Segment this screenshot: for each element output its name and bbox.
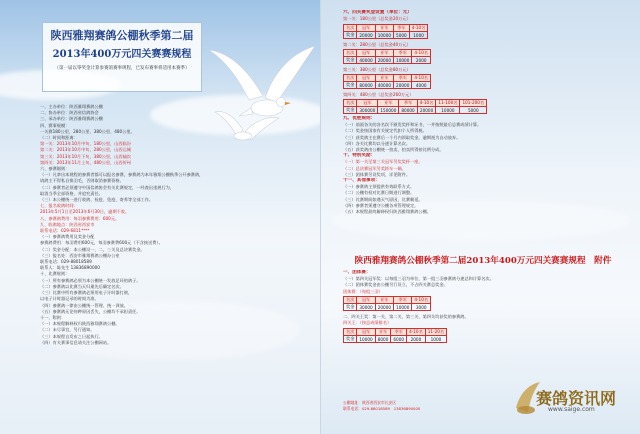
table-cell: 40000 xyxy=(357,57,375,64)
rule-line: （二）奖金按国家有关规定代扣个人所得税。 xyxy=(343,128,427,134)
table-cell: 20000 xyxy=(357,32,375,39)
rule-line: 十、特别奖励： xyxy=(343,153,376,159)
title-subtitle: （第一届以零奖金计算参赛鸽赛事规程，已发布赛事将适用本赛季） xyxy=(54,66,190,71)
prize-table-3 xyxy=(343,74,431,89)
rule-line: 联系人：陈先生 13836890000 xyxy=(40,265,100,271)
table-cell: 11-100名 xyxy=(436,100,460,107)
table-cell: 亚军 xyxy=(375,75,393,82)
rule-line: （二）总决赛冠军另奖轿车一辆。 xyxy=(343,165,406,171)
table-cell: 10000 xyxy=(357,336,375,343)
appendix-title: 陕西雅翔赛鸽公棚秋季第二届2013年400万元四关赛赛规程 附件 xyxy=(354,256,612,266)
table-cell: 冠军 xyxy=(357,25,375,32)
logo-url: www.saige.com xyxy=(548,406,595,413)
table-cell: 名次 xyxy=(344,25,357,32)
prize-table-1 xyxy=(343,24,428,39)
rule-line: 2013年5月1日至2013年6月30日，逾期不收。 xyxy=(40,209,130,215)
table-cell: 名次 xyxy=(344,100,357,107)
table-cell: 奖金 xyxy=(344,32,357,39)
table-cell: 名次 xyxy=(344,50,357,57)
table-cell: 3000 xyxy=(412,304,431,311)
rule-line: （三）团体赛另设奖项，详见附件。 xyxy=(343,171,411,177)
table-cell: 20000 xyxy=(394,82,412,89)
prize-table-2 xyxy=(343,49,431,64)
rule-line: （一）凡拿出本规程的参赛者都可以报名参赛，参赛鸽为本年雅翔公棚秋季公开参赛鸽， xyxy=(40,172,204,178)
table-cell: 1000 xyxy=(425,336,446,343)
team-prize-table xyxy=(343,296,431,311)
table-cell: 名次 xyxy=(344,297,357,304)
footer-line: 联系电话：029-88018589 13836890000 xyxy=(343,405,421,411)
table-cell: 4-10名 xyxy=(412,297,431,304)
rule-line: 四关王：（按总成绩排名） xyxy=(343,320,392,326)
table-cell: 亚军 xyxy=(378,100,399,107)
table-cell: 奖金 xyxy=(344,107,357,114)
rule-line: 十一、附则： xyxy=(40,314,66,320)
right-page xyxy=(320,0,640,434)
table-cell: 4-10名 xyxy=(412,50,431,57)
table-cell: 季军 xyxy=(394,297,412,304)
table-cell: 80000 xyxy=(357,82,375,89)
prize-caption: 第二关：280公里（总奖金40万元） xyxy=(343,42,411,47)
table-cell: 30000 xyxy=(357,304,375,311)
table-cell: 亚军 xyxy=(375,25,393,32)
rule-line: 第三关：2013年10月下旬，380公里，山西榆次 xyxy=(40,153,131,159)
rule-line: （二）参赛鸽以比赛当天归巢先后确定名次。 xyxy=(40,283,124,289)
rule-line: （二）时间和距离： xyxy=(40,135,78,141)
table-cell: 80000 xyxy=(399,107,417,114)
rule-line: （二）参赛者必须遵守中国信鸽协会有关比赛规定，一经查出违规行为， xyxy=(40,184,175,190)
table-cell: 1000 xyxy=(409,32,428,39)
rule-line: 十、比赛规则： xyxy=(40,271,70,277)
rule-line: 六、参赛细则： xyxy=(40,166,70,172)
rule-line: 十一、其他事项： xyxy=(343,178,380,184)
table-cell: 冠军 xyxy=(357,75,375,82)
rule-line: 二、协办单位：陕西省信鸽协会 xyxy=(40,110,99,116)
table-cell: 5000 xyxy=(460,107,487,114)
rule-line: 四、赛事规模： xyxy=(40,122,70,128)
table-cell: 20000 xyxy=(375,304,393,311)
prize-table-4 xyxy=(343,99,487,114)
prize-caption: 第四关：480公里（总奖金260万元） xyxy=(343,92,414,97)
rule-line: （四）各关比赛均以分速计算名次。 xyxy=(343,140,411,146)
title-line-2: 2013年400万元四关赛赛规程 xyxy=(52,49,192,60)
table-cell: 4-10名 xyxy=(407,329,426,336)
title-box xyxy=(42,22,202,92)
rule-line: （二）未尽事宜，另行通知。 xyxy=(40,327,95,333)
prize-caption: 第一关：180公里（总奖金20万元） xyxy=(343,16,411,22)
rule-line: 第四关：2013年11月上旬，480公里，山西忻州 xyxy=(40,159,131,165)
rule-line: 二、四关王奖：第一关、第二关、第三关、第四关均获奖的参赛鸽。 xyxy=(343,314,469,319)
rule-line: （五）参赛鸽无论何种原因丢失，公棚均不承担责任。 xyxy=(40,308,141,314)
rule-line: 第二关：2013年10月中旬，280公里，山西运城 xyxy=(40,147,131,153)
rule-line: （五）获奖鸽由公棚统一拍卖，拍卖所得按比例分成。 xyxy=(343,147,444,153)
table-cell: 10000 xyxy=(436,107,460,114)
table-cell: 4000 xyxy=(412,82,431,89)
rule-line: 取消当季全部资格，并追究责任。 xyxy=(40,190,103,196)
rule-line: （一）参赛鸽费用及奖金分配 xyxy=(40,234,95,240)
rules-column xyxy=(343,116,633,215)
rule-line: （二）奖金分配：本公棚设一、二、三关及总决赛奖金。 xyxy=(40,246,145,252)
rule-line: （三）获奖鸽主在赛后一个月内领取奖金，逾期视为自动放弃。 xyxy=(343,134,461,140)
prize-header xyxy=(343,10,412,22)
table-cell: 20000 xyxy=(417,107,436,114)
table-cell: 4-10名 xyxy=(417,100,436,107)
table-cell: 季军 xyxy=(391,329,407,336)
table-cell: 奖金 xyxy=(344,82,357,89)
rule-line: （四）参赛者须遵守公棚各项管理规定。 xyxy=(343,202,419,208)
rule-line: 七、报名收鸽时间： xyxy=(40,203,78,209)
rule-line: （三）比赛期间如遇天气原因，比赛顺延。 xyxy=(343,196,423,202)
table-cell: 季军 xyxy=(394,25,410,32)
table-cell: 奖金 xyxy=(344,304,357,311)
appendix-text-2 xyxy=(343,314,633,326)
title-line-1: 陕西雅翔赛鸽公棚秋季第二届 xyxy=(50,29,194,42)
rule-line: （三）本规程自发布之日起执行。 xyxy=(40,333,103,339)
rule-line: 联系电话：029-6811**** xyxy=(40,228,90,234)
rule-line: 团体赛：（每组三羽） xyxy=(343,288,383,294)
four-stage-king-table xyxy=(343,328,447,343)
table-cell: 奖金 xyxy=(344,336,357,343)
rule-line: （一）本规程解释权归陕西雅翔赛鸽公棚。 xyxy=(40,321,120,327)
table-cell: 150000 xyxy=(378,107,399,114)
table-cell: 300000 xyxy=(357,107,378,114)
table-cell: 冠军 xyxy=(357,100,378,107)
rule-line: （五）本规程最终解释权归陕西雅翔赛鸽公棚。 xyxy=(343,209,431,215)
rule-line: （二）公棚有权对比赛日期进行调整。 xyxy=(343,190,415,196)
table-cell: 冠军 xyxy=(357,297,375,304)
rule-line: （一）前面各关的各名次不颁发奖杯和证书，一并按照最后总赛成绩计算。 xyxy=(343,122,482,128)
table-cell: 4-10名 xyxy=(409,25,428,32)
rule-line: （四）参赛鸽一律由公棚统一管理、统一训放。 xyxy=(40,302,128,308)
appendix-text xyxy=(343,270,633,295)
table-cell: 10000 xyxy=(394,304,412,311)
table-cell: 冠军 xyxy=(357,50,375,57)
table-cell: 亚军 xyxy=(375,297,393,304)
table-cell: 11-20名 xyxy=(425,329,446,336)
table-cell: 4-10名 xyxy=(412,75,431,82)
rule-line: （一）第四关冠军奖：以每组三羽为单位，第一组三羽参赛鸽分速总和计算名次。 xyxy=(343,276,494,282)
rule-line: （三）比赛中所有参赛鸽必须用电子计时器打鸽， xyxy=(40,290,133,296)
rule-line: 一关赛180公里、280公里、380公里、480公里。 xyxy=(40,128,135,134)
table-cell: 8000 xyxy=(375,336,391,343)
logo-text: 赛鸽资讯网 xyxy=(536,389,617,408)
rule-line: 一、团体赛： xyxy=(343,270,371,275)
rule-line: 九、收鸽地点：陕西省西安市 xyxy=(40,221,95,227)
rule-line: 八、参赛鸽费用：每羽参赛费用：600元。 xyxy=(40,215,120,221)
rule-line: （二）团体赛奖金由公棚另行设立，不占四关赛总奖金。 xyxy=(343,282,448,288)
footer-line: 公棚地址：陕西省西安市长安区 xyxy=(343,400,397,405)
table-cell: 5000 xyxy=(394,32,410,39)
table-cell: 季军 xyxy=(394,75,412,82)
rule-line: 第一关：2013年10月中旬，180公里，山西临汾 xyxy=(40,141,131,147)
table-cell: 40000 xyxy=(375,82,393,89)
rule-line: 三、承办单位：陕西雅翔赛鸽公棚 xyxy=(40,116,103,122)
table-cell: 10000 xyxy=(394,57,412,64)
rule-line: 联系电话：029-88018589 xyxy=(40,259,92,265)
table-cell: 冠军 xyxy=(357,329,375,336)
table-cell: 季军 xyxy=(399,100,417,107)
footer-contact xyxy=(343,400,420,411)
table-cell: 名次 xyxy=(344,75,357,82)
table-cell: 亚军 xyxy=(375,50,393,57)
table-cell: 10000 xyxy=(375,32,393,39)
table-cell: 亚军 xyxy=(375,329,391,336)
rule-line: （三）本公棚统一进行收鸽、检疫、免疫、寄养等全部工作。 xyxy=(40,197,154,203)
table-cell: 名次 xyxy=(344,329,357,336)
rule-line: 九、优胜规则： xyxy=(343,116,376,121)
table-cell: 奖金 xyxy=(344,57,357,64)
table-cell: 季军 xyxy=(394,50,412,57)
watermark-logo xyxy=(512,376,632,424)
rule-line: 参赛鸽费用：每羽费用600元，每羽参赛费600元（不含接送费）。 xyxy=(40,240,163,246)
table-cell: 20000 xyxy=(375,57,393,64)
prize-section-title: 六、四关赛奖金设置（单位：元） xyxy=(343,10,412,15)
rule-line: （三）报名处：西安市雅翔赛鸽公棚办公室 xyxy=(40,252,120,258)
prize-caption: 第三关：380公里（总奖金80万元） xyxy=(343,67,411,72)
rule-line: 请鸽主不得私自换羽毛，否则取消参赛资格。 xyxy=(40,178,124,184)
rule-line: 以电子计时器记录的时间为准。 xyxy=(40,296,99,302)
rule-line: （四）有关赛事信息请关注公棚网站。 xyxy=(40,339,112,345)
table-cell: 6000 xyxy=(391,336,407,343)
rule-line: （一）第一关至第三关冠军另奖奖杯一座。 xyxy=(343,159,423,165)
table-cell: 2000 xyxy=(407,336,426,343)
table-cell: 101-200名 xyxy=(460,100,487,107)
table-cell: 2000 xyxy=(412,57,431,64)
rule-line: （一）参赛鸽主须提供有效联系方式。 xyxy=(343,184,415,190)
rule-line: 一、主办单位：陕西雅翔赛鸽公棚 xyxy=(40,104,103,109)
rule-line: （一）所有参赛鸽必须为本公棚统一发放足环的鸽子。 xyxy=(40,277,141,283)
left-text-column xyxy=(40,104,310,346)
